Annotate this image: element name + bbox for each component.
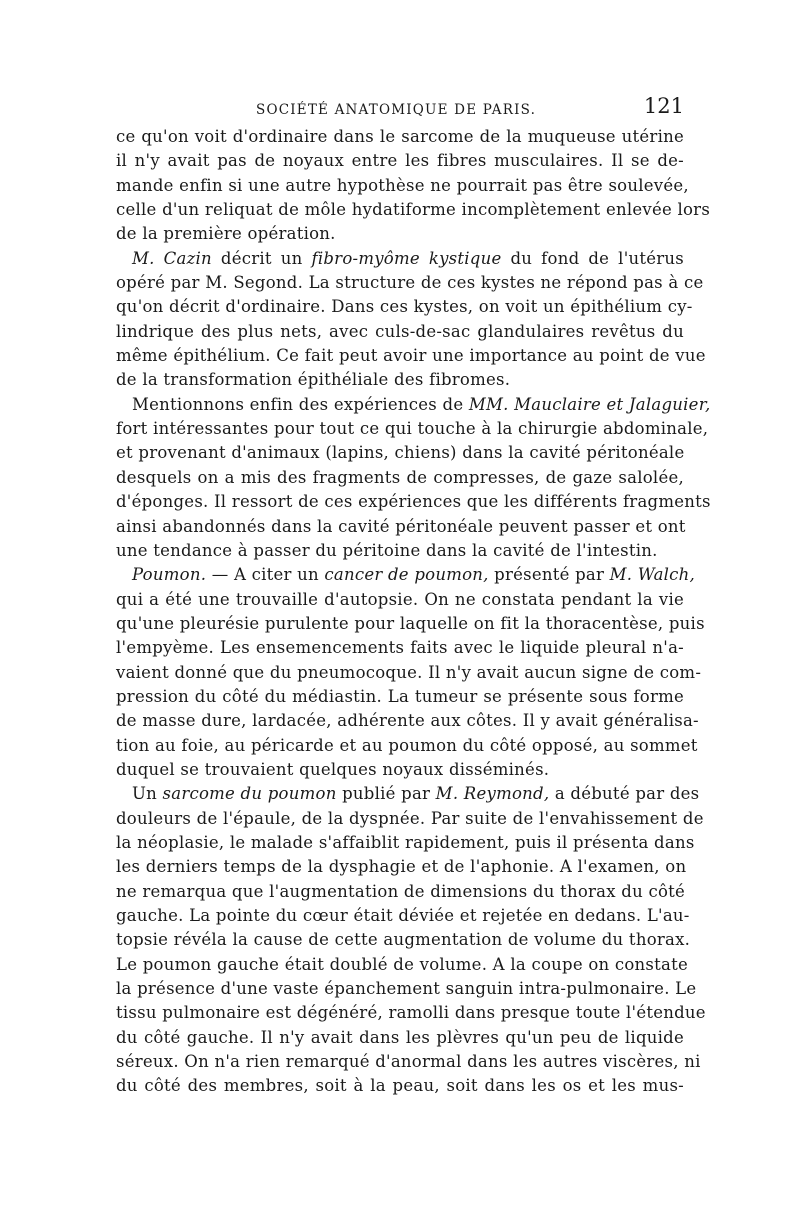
running-head: SOCIÉTÉ ANATOMIQUE DE PARIS. <box>256 102 537 118</box>
text-line <box>116 344 706 368</box>
text-segment: l'empyème. Les ensemencements faits avec le liquide pleural n'a- <box>116 638 684 658</box>
text-segment: même épithélium. Ce fait peut avoir une importance au point de vue <box>116 346 706 366</box>
body-text <box>116 125 711 1099</box>
text-line <box>116 709 699 733</box>
text-segment: du fond de l'utérus <box>501 248 684 268</box>
text-line <box>116 831 695 855</box>
text-line <box>116 393 711 417</box>
text-line <box>116 125 684 149</box>
text-line <box>116 807 704 831</box>
text-segment: a débuté par des <box>549 784 700 804</box>
text-line <box>116 953 689 977</box>
text-segment: qu'une pleurésie purulente pour laquelle on fit la thoracentèse, puis <box>116 613 705 633</box>
text-line <box>116 1001 706 1025</box>
text-line <box>116 636 684 660</box>
text-line <box>116 441 684 465</box>
text-line <box>116 295 693 319</box>
text-line <box>116 782 700 806</box>
text-line <box>116 685 684 709</box>
text-segment: ne remarqua que l'augmentation de dimensions du thorax du côté <box>116 881 686 901</box>
text-line <box>116 271 704 295</box>
text-segment: ce qu'on voit d'ordinaire dans le sarcome de la muqueuse utérine <box>116 127 684 146</box>
text-segment: fort intéressantes pour tout ce qui touche à la chirurgie abdominale, <box>116 419 709 439</box>
page-header <box>116 94 684 124</box>
text-line <box>116 490 711 514</box>
text-line <box>116 563 696 587</box>
italic-text: sarcome du poumon <box>162 784 337 804</box>
text-segment: Mentionnons enfin des expériences de <box>132 394 469 414</box>
text-segment: vaient donné que du pneumocoque. Il n'y avait aucun signe de com- <box>116 662 702 682</box>
text-line <box>116 539 684 563</box>
text-segment: mande enfin si une autre hypothèse ne pourrait pas être soulevée, <box>116 175 689 195</box>
text-segment: la néoplasie, le malade s'affaiblit rapidement, puis il présenta dans <box>116 832 695 852</box>
text-segment: opéré par M. Segond. La structure de ces kystes ne répond pas à ce <box>116 273 704 293</box>
text-line <box>116 417 709 441</box>
text-segment: tissu pulmonaire est dégénéré, ramolli dans presque toute l'étendue <box>116 1003 706 1023</box>
text-segment: qu'on décrit d'ordinaire. Dans ces kystes, on voit un épithélium cy- <box>116 297 693 317</box>
italic-text: M. Walch, <box>609 565 696 585</box>
text-segment: topsie révéla la cause de cette augmentation de volume du thorax. <box>116 930 691 950</box>
text-line <box>116 466 684 490</box>
text-segment: de masse dure, lardacée, adhérente aux côtes. Il y avait généralisa- <box>116 711 699 731</box>
text-segment: — A citer un <box>206 565 325 585</box>
text-segment: pression du côté du médiastin. La tumeur se présente sous forme <box>116 686 684 706</box>
text-line <box>116 320 684 344</box>
text-segment: celle d'un reliquat de môle hydatiforme incomplètement enlevée lors <box>116 200 711 220</box>
text-segment: la présence d'une vaste épanchement sanguin intra-pulmonaire. Le <box>116 979 697 999</box>
text-segment: desquels on a mis des fragments de compresses, de gaze salolée, <box>116 467 684 487</box>
text-segment: du côté des membres, soit à la peau, soit dans les os et les mus- <box>116 1076 684 1096</box>
italic-text: cancer de poumon, <box>324 565 489 585</box>
text-segment: décrit un <box>211 248 312 268</box>
text-segment: lindrique des plus nets, avec culs-de-sac glandulaires revêtus du <box>116 321 684 341</box>
italic-text: M. Cazin <box>132 248 212 268</box>
text-segment: gauche. La pointe du cœur était déviée et rejetée en dedans. L'au- <box>116 906 690 925</box>
text-segment: qui a été une trouvaille d'autopsie. On ne constata pendant la vie <box>116 589 684 609</box>
text-line <box>116 928 691 952</box>
text-line <box>116 174 689 198</box>
text-line <box>116 734 698 758</box>
text-line <box>116 661 702 685</box>
text-segment: duquel se trouvaient quelques noyaux disséminés. <box>116 759 550 779</box>
text-line <box>116 368 684 392</box>
text-segment: tion au foie, au péricarde et au poumon du côté opposé, au sommet <box>116 735 698 755</box>
text-segment: de la transformation épithéliale des fibromes. <box>116 370 511 390</box>
text-segment: douleurs de l'épaule, de la dyspnée. Par suite de l'envahissement de <box>116 808 704 828</box>
text-segment: de la première opération. <box>116 224 336 244</box>
text-segment: et provenant d'animaux (lapins, chiens) dans la cavité péritonéale <box>116 443 685 463</box>
italic-text: MM. Mauclaire et Jalaguier, <box>468 394 711 414</box>
page-number: 121 <box>643 94 684 118</box>
text-line <box>116 855 687 879</box>
text-line <box>116 758 684 782</box>
text-line <box>116 222 684 246</box>
text-line <box>116 588 684 612</box>
text-line <box>116 149 684 173</box>
text-line <box>116 247 684 271</box>
text-line <box>116 1026 684 1050</box>
text-line <box>116 1074 684 1098</box>
text-segment: d'éponges. Il ressort de ces expériences que les différents fragments <box>116 492 711 512</box>
text-segment: Un <box>132 784 163 804</box>
text-segment: publié par <box>336 784 436 804</box>
text-line <box>116 880 684 904</box>
text-segment: il n'y avait pas de noyaux entre les fibres musculaires. Il se de- <box>116 151 684 171</box>
text-segment: une tendance à passer du péritoine dans la cavité de l'intestin. <box>116 540 658 560</box>
text-segment: ainsi abandonnés dans la cavité péritonéale peuvent passer et ont <box>116 516 686 536</box>
italic-text: fibro-myôme kystique <box>311 248 502 268</box>
italic-text: M. Reymond, <box>435 784 550 804</box>
text-line <box>116 1050 701 1074</box>
text-line <box>116 515 684 539</box>
text-segment: Le poumon gauche était doublé de volume. A la coupe on constate <box>116 954 689 974</box>
italic-text: Poumon. <box>132 565 207 585</box>
text-segment: du côté gauche. Il n'y avait dans les plèvres qu'un peu de liquide <box>116 1027 684 1047</box>
text-segment: séreux. On n'a rien remarqué d'anormal dans les autres viscères, ni <box>116 1052 701 1072</box>
text-line <box>116 904 690 928</box>
text-segment: présenté par <box>488 565 610 585</box>
text-line <box>116 198 711 222</box>
text-line <box>116 612 705 636</box>
text-line <box>116 977 697 1001</box>
text-segment: les derniers temps de la dysphagie et de l'aphonie. A l'examen, on <box>116 857 687 877</box>
